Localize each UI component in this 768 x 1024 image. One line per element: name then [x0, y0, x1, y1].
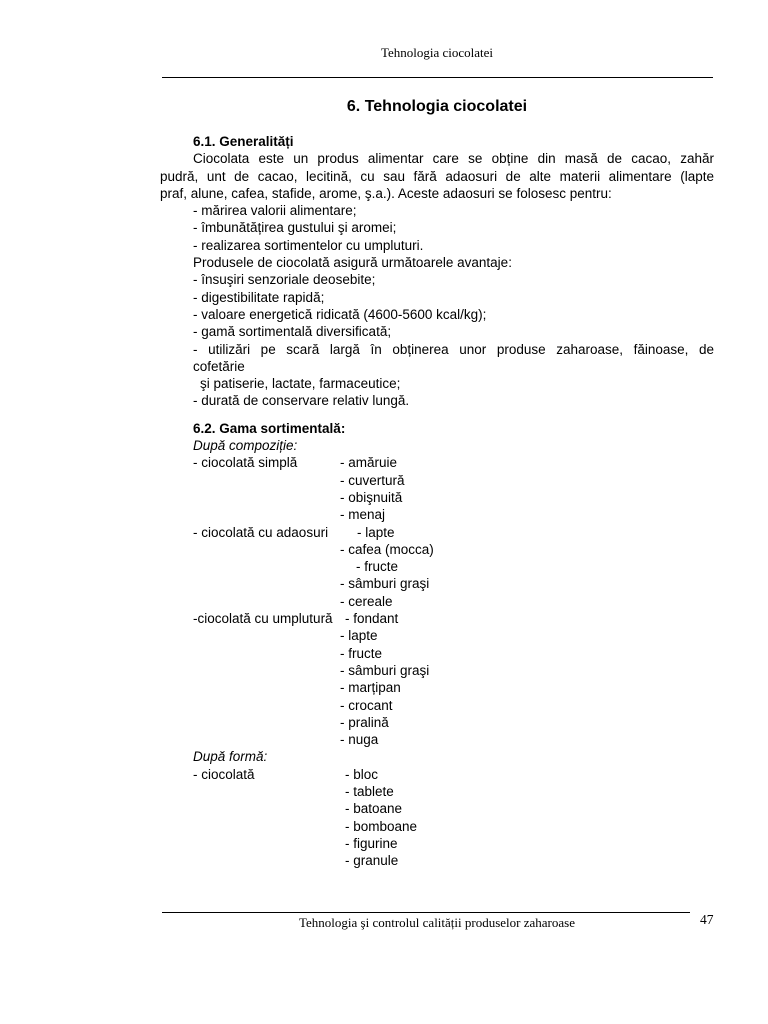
paragraph-line: Ciocolata este un produs alimentar care se obține din masă de cacao, zahăr [193, 151, 714, 167]
list-item: - utilizări pe scară largă în obținerea unor produse zaharoase, făinoase, de [193, 341, 714, 357]
category-label: - ciocolată cu adaosuri [193, 524, 329, 540]
list-item [160, 800, 714, 817]
category-label: - ciocolată simplă [193, 455, 298, 471]
paragraph-line: praf, alune, cafea, stafide, arome, ş.a.). Aceste adaosuri se folosesc pentru: [160, 185, 612, 201]
category-item: - granule [345, 853, 399, 869]
list-item: cofetărie [193, 358, 245, 374]
list-item [160, 575, 714, 592]
header-rule [162, 77, 713, 78]
list-item [160, 454, 714, 471]
category-item: - tablete [345, 783, 394, 799]
list-item: - realizarea sortimentelor cu umpluturi. [193, 237, 424, 253]
category-item: - cuvertură [340, 472, 405, 488]
category-item: - crocant [340, 697, 393, 713]
list-item [160, 593, 714, 610]
list-item [160, 489, 714, 506]
list-item [160, 783, 714, 800]
category-item: - obişnuită [340, 489, 403, 505]
list-item [160, 852, 714, 869]
list-item [160, 697, 714, 714]
list-item: - îmbunătățirea gustului şi aromei; [193, 220, 397, 236]
list-item: - însuşiri senzoriale deosebite; [193, 272, 376, 288]
list-item [160, 766, 714, 783]
category-item: - bomboane [345, 818, 418, 834]
category-item: - sâmburi graşi [340, 576, 430, 592]
page-body [160, 133, 714, 869]
list-item [160, 731, 714, 748]
category-item: - bloc [345, 766, 379, 782]
list-item [160, 835, 714, 852]
list-item [160, 714, 714, 731]
category-item: - marțipan [340, 680, 401, 696]
list-item [160, 524, 714, 541]
category-item: - lapte [340, 628, 378, 644]
list-item [160, 645, 714, 662]
paragraph-line: pudră, unt de cacao, lecitină, cu sau fără adaosuri de alte materii alimentare (lapte [160, 168, 714, 184]
running-header: Tehnologia ciocolatei [380, 45, 494, 60]
list-item [160, 662, 714, 679]
list-item [160, 506, 714, 523]
category-item: - sâmburi graşi [340, 662, 430, 678]
category-label: -ciocolată cu umplutură [193, 611, 333, 627]
list-item [160, 679, 714, 696]
advantages-intro: Produsele de ciocolată asigură următoarele avantaje: [193, 255, 512, 271]
list-item: - valoare energetică ridicată (4600-5600 kcal/kg); [193, 306, 487, 322]
category-item: - menaj [340, 507, 386, 523]
category-item: - lapte [357, 524, 395, 540]
category-item: - amăruie [340, 455, 398, 471]
list-item [160, 610, 714, 627]
category-item: - fructe [340, 645, 383, 661]
category-item: - pralină [340, 714, 389, 730]
list-item: şi patiserie, lactate, farmaceutice; [200, 376, 401, 392]
category-item: - cafea (mocca) [340, 541, 434, 557]
list-item: - gamă sortimentală diversificată; [193, 324, 392, 340]
chapter-title: 6. Tehnologia ciocolatei [346, 98, 528, 115]
category-item: - batoane [345, 801, 403, 817]
subheading-composition: După compoziție: [193, 438, 298, 454]
category-item: - figurine [345, 835, 398, 851]
category-item: - fondant [345, 611, 399, 627]
list-item [160, 627, 714, 644]
section-heading-gama: 6.2. Gama sortimentală: [193, 420, 346, 436]
footer-title: Tehnologia şi controlul calității produselor zaharoase [299, 915, 575, 930]
page-number: 47 [700, 912, 714, 927]
category-item: - cereale [340, 593, 393, 609]
list-item [160, 558, 714, 575]
section-heading-generalitati: 6.1. Generalități [193, 134, 294, 149]
category-item: - fructe [356, 559, 399, 575]
category-item: - nuga [340, 732, 379, 748]
list-item: - mărirea valorii alimentare; [193, 203, 357, 219]
category-label: - ciocolată [193, 766, 255, 782]
list-item [160, 541, 714, 558]
spacer [160, 410, 714, 420]
list-item: - durată de conservare relativ lungă. [193, 393, 410, 409]
list-item: - digestibilitate rapidă; [193, 289, 325, 305]
subheading-shape: După formă: [193, 749, 268, 765]
footer-rule [162, 912, 690, 913]
list-item [160, 472, 714, 489]
list-item [160, 818, 714, 835]
